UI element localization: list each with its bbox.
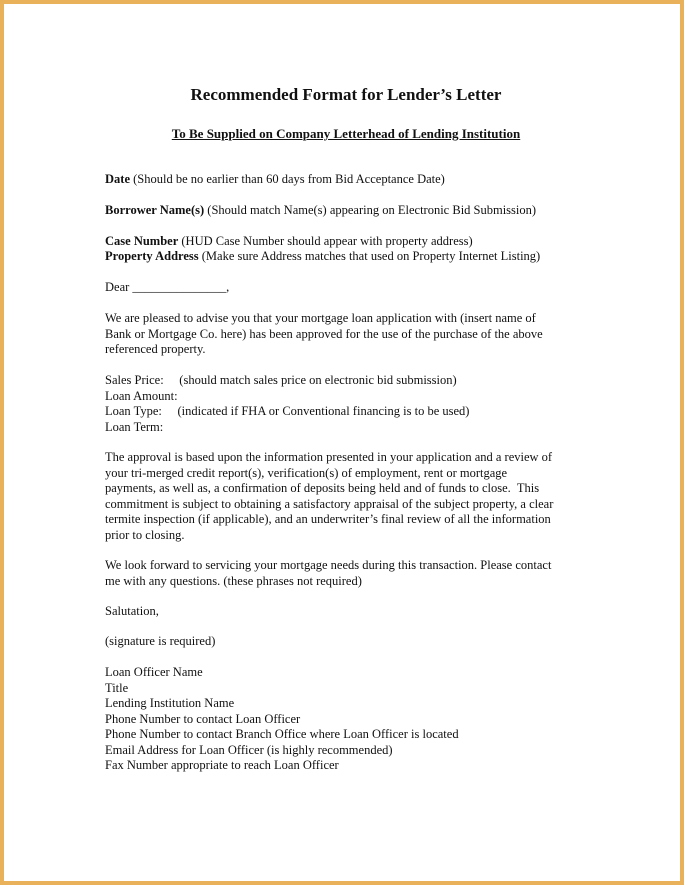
date-line — [105, 172, 445, 188]
property-address-text: (Make sure Address matches that used on Property Internet Listing) — [198, 249, 541, 263]
loan-type: Loan Type: (indicated if FHA or Conventional financing is to be used) — [105, 404, 470, 418]
para1-line: We are pleased to advise you that your mortgage loan application with (insert name of — [105, 311, 536, 325]
case-number-label: Case Number — [105, 234, 179, 248]
signature-block-line: Email Address for Loan Officer (is highly recommended) — [105, 742, 393, 757]
signature-block-line: Phone Number to contact Loan Officer — [105, 711, 301, 726]
date-text: (Should be no earlier than 60 days from Bid Acceptance Date) — [130, 172, 445, 186]
borrower-label: Borrower Name(s) — [105, 203, 205, 217]
property-address-line — [105, 249, 540, 265]
loan-term: Loan Term: — [105, 419, 164, 434]
case-number-line — [105, 234, 473, 250]
para2-line: prior to closing. — [105, 527, 185, 542]
para2-line: payments, as well as, a confirmation of deposits being held and of funds to close. This — [105, 481, 540, 495]
para3-line: We look forward to servicing your mortgage needs during this transaction. Please contact — [105, 558, 552, 572]
borrower-text: (Should match Name(s) appearing on Electronic Bid Submission) — [204, 203, 537, 217]
signature-block-line: Title — [105, 680, 129, 695]
para3-line: me with any questions. (these phrases not required) — [105, 573, 362, 588]
signature-block-line: Fax Number appropriate to reach Loan Officer — [105, 758, 339, 772]
para1-line: referenced property. — [105, 342, 206, 356]
salutation: Salutation, — [105, 604, 159, 618]
para2-line: commitment is subject to obtaining a satisfactory appraisal of the subject property, a clear — [105, 496, 554, 511]
dear-line: Dear _______________, — [105, 280, 230, 294]
document-title: Recommended Format for Lender’s Letter — [190, 85, 502, 104]
borrower-line — [105, 203, 536, 219]
para2-line: The approval is based upon the information presented in your application and a review of — [105, 450, 553, 464]
para1-line: Bank or Mortgage Co. here) has been approved for the use of the purchase of the above — [105, 326, 543, 341]
signature-block-line: Lending Institution Name — [105, 696, 235, 710]
signature-block-line: Phone Number to contact Branch Office where Loan Officer is located — [105, 727, 459, 741]
signature-note: (signature is required) — [105, 634, 216, 648]
date-label: Date — [105, 172, 130, 186]
case-number-text: (HUD Case Number should appear with property address) — [178, 234, 473, 248]
loan-amount: Loan Amount: — [105, 388, 178, 403]
property-address-label: Property Address — [105, 249, 199, 263]
signature-block-line: Loan Officer Name — [105, 665, 203, 679]
document-subtitle: To Be Supplied on Company Letterhead of Lending Institution — [171, 126, 521, 141]
para2-line: your tri-merged credit report(s), verification(s) of employment, rent or mortgage — [105, 465, 508, 480]
loan-sales-price: Sales Price: (should match sales price on electronic bid submission) — [105, 373, 457, 387]
para2-line: termite inspection (if applicable), and an underwriter’s final review of all the information — [105, 512, 551, 526]
